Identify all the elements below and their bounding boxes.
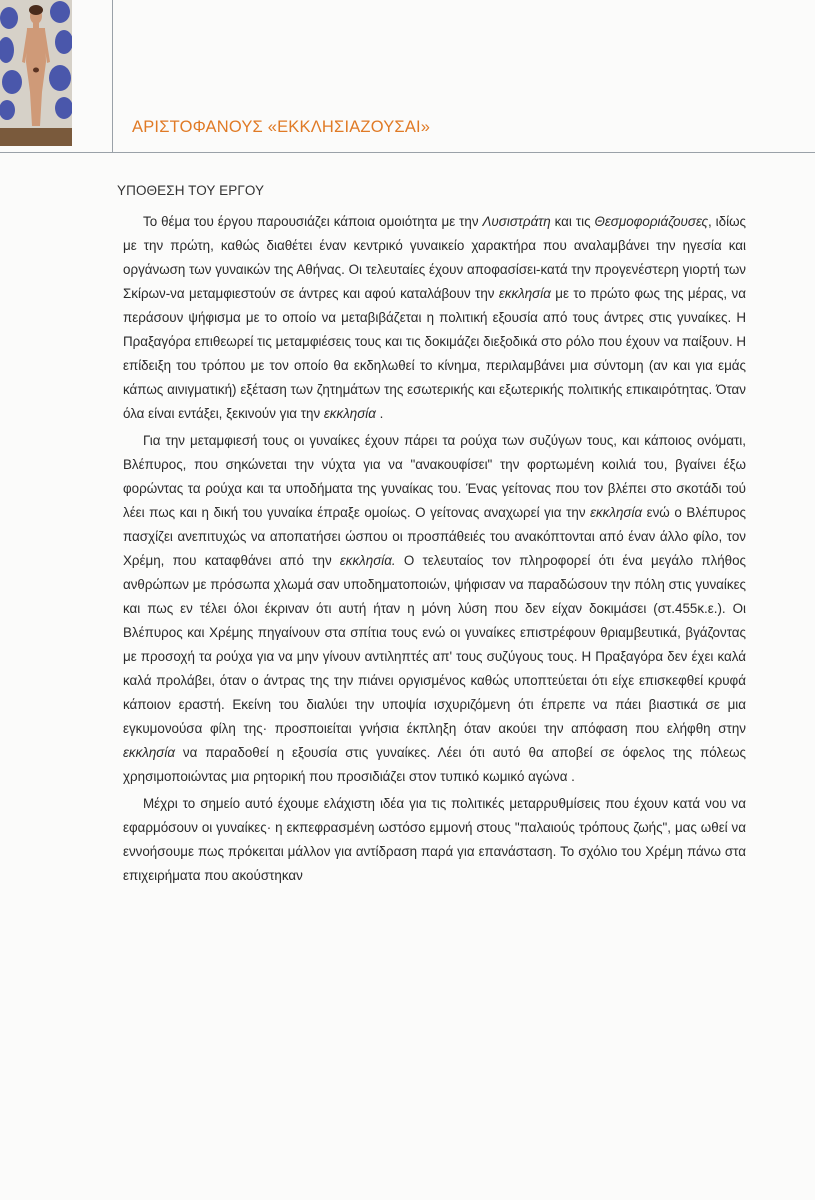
text-run: και τις: [550, 214, 595, 229]
section-heading: ΥΠΟΘΕΣΗ ΤΟΥ ΕΡΓΟΥ: [117, 183, 265, 198]
italic-run: εκκλησία: [123, 745, 175, 760]
text-run: , ιδίως με την πρώτη, καθώς διαθέτει έναν κεντρικό γυναικείο χαρακτήρα που αναλαμβάνει την ηγεσία και οργάνωση των γυναικών της Αθήνας. Οι τελευταίες έχουν αποφασίσει-κατά την προγενέστερη γιορτή των Σκίρων-να μεταμφιεστούν σε άντρες και αφού καταλάβουν την: [123, 214, 746, 301]
text-run: Το θέμα του έργου παρουσιάζει κάποια ομοιότητα με την: [143, 214, 483, 229]
text-run: με το πρώτο φως της μέρας, να περάσουν ψήφισμα με το οποίο να μεταβιβάζεται η πολιτική εξουσία από τους άντρες στις γυναίκες. Η Πραξαγόρα επιθεωρεί τις μεταμφιέσεις τους και τις δοκιμάζει διεξοδικά στο ρόλο που έχουν να παίξουν. Η επίδειξη του τρόπου με τον οποίο θα εκδηλωθεί το κίνημα, περιλαμβάνει μια σύντομη (αν και για εμάς κάπως αινιγματική) εξέταση των ζητημάτων της εσωτερικής και εξωτερικής πολιτικής επικαιρότητας. Όταν όλα είναι εντάξει, ξεκινούν για την: [123, 286, 746, 421]
paragraph: [123, 210, 746, 426]
text-run: να παραδοθεί η εξουσία στις γυναίκες. Λέει ότι αυτό θα αποβεί σε όφελος της πόλεως χρησιμοποιώντας μια ρητορική που προσιδιάζει στον τυπικό κωμικό αγώνα .: [123, 745, 746, 784]
italic-run: εκκλησία: [323, 406, 376, 421]
text-run: Μέχρι το σημείο αυτό έχουμε ελάχιστη ιδέα για τις πολιτικές μεταρρυθμίσεις που έχουν κατά νου να εφαρμόσουν οι γυναίκες· η εκπεφρασμένη ωστόσο εμμονή στους "παλαιούς τρόπους ζωής", μας ωθεί να εννοήσουμε πως πρόκειται μάλλον για αντίδραση παρά για επανάσταση. Το σχόλιο του Χρέμη πάνω στα επιχειρήματα που ακούστηκαν: [123, 796, 746, 883]
header-vertical-rule: [112, 0, 113, 152]
italic-run: εκκλησία: [590, 505, 643, 520]
page-title: ΑΡΙΣΤΟΦΑΝΟΥΣ «ΕΚΚΛΗΣΙΑΖΟΥΣΑΙ»: [132, 118, 431, 136]
statue-photo: [0, 0, 72, 146]
text-run: Για την μεταμφιεσή τους οι γυναίκες έχουν πάρει τα ρούχα των συζύγων τους, και κάποιος ονόματι, Βλέπυρος, που σηκώνεται την νύχτα για να "ανακουφίσει" την φορτωμένη κοιλιά του, βγαίνει έξω φορώντας τα ρούχα και τα υποδήματα της γυναίκας του. Ένας γείτονας που τον βλέπει στο σκοτάδι τού λέει πως και η δική του γυναίκα έπραξε ομοίως. Ο γείτονας αναχωρεί για την: [123, 433, 746, 520]
italic-run: εκκλησία.: [339, 553, 396, 568]
paragraph: [123, 792, 746, 888]
text-run: .: [375, 406, 384, 421]
italic-run: εκκλησία: [498, 286, 551, 301]
text-run: ενώ ο Βλέπυρος πασχίζει ανεπιτυχώς να αποπατήσει ώσπου οι προσπάθειές του ανακόπτονται από έναν άλλο φίλο, τον Χρέμη, που καταφθάνει από την: [123, 505, 746, 568]
italic-run: Θεσμοφοριάζουσες: [594, 214, 708, 229]
paragraph: [123, 429, 746, 789]
header-horizontal-rule: [0, 152, 815, 153]
italic-run: Λυσιστράτη: [482, 214, 551, 229]
text-run: Ο τελευταίος τον πληροφορεί ότι ένα μεγάλο πλήθος ανθρώπων με πρόσωπα χλωμά σαν υποδηματοποιών, ψήφισαν να παραδώσουν την πόλη στις γυναίκες και πως εν τέλει όλοι έκριναν ότι αυτή ήταν η μόνη λύση που δεν είχαν δοκιμάσει (στ.455κ.ε.). Οι Βλέπυρος και Χρέμης πηγαίνουν στα σπίτια τους ενώ οι γυναίκες επιστρέφουν θριαμβευτικά, βγάζοντας με προσοχή τα ρούχα για να μην γίνουν αντιληπτές απ' τους συζύγους τους. Η Πραξαγόρα δεν έχει καλά καλά προλάβει, όταν ο άντρας της την πιάνει οργισμένος καθώς υποπτεύεται ότι είχε επισκεφθεί κρυφά κάποιον εραστή. Εκείνη του διαλύει την υποψία ισχυριζόμενη ότι έπρεπε να πάει βιαστικά σε μια εγκυμονούσα φίλη της· προσποιείται γνήσια έκπληξη όταν ακούει την απόφαση που ελήφθη στην: [123, 553, 747, 736]
article-body: [123, 210, 746, 891]
